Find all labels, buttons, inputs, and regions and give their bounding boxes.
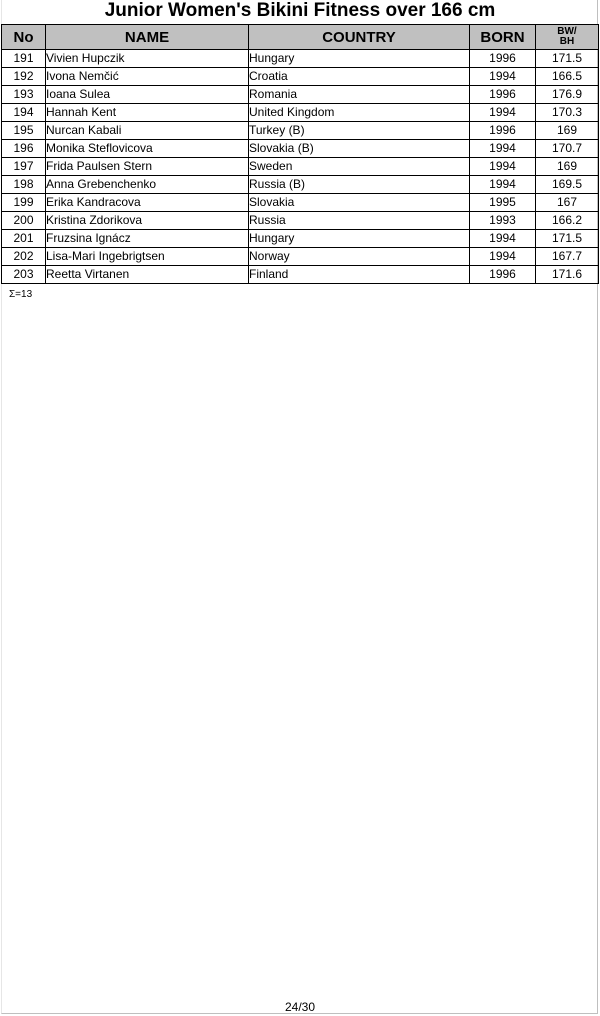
- cell-country: Romania: [249, 86, 470, 104]
- cell-name: Nurcan Kabali: [46, 122, 249, 140]
- cell-name: Lisa-Mari Ingebrigtsen: [46, 248, 249, 266]
- column-header-name: NAME: [46, 25, 249, 50]
- table-row: [2, 50, 599, 68]
- table-row: [2, 140, 599, 158]
- cell-born: 1996: [470, 50, 536, 68]
- cell-country: Slovakia: [249, 194, 470, 212]
- column-header-bw-line1: BW/: [557, 26, 577, 37]
- cell-country: Sweden: [249, 158, 470, 176]
- table-row: [2, 158, 599, 176]
- cell-name: Erika Kandracova: [46, 194, 249, 212]
- cell-born: 1995: [470, 194, 536, 212]
- cell-born: 1994: [470, 176, 536, 194]
- cell-name: Vivien Hupczik: [46, 50, 249, 68]
- cell-name: Ioana Sulea: [46, 86, 249, 104]
- cell-bw-bh: 170.3: [536, 104, 599, 122]
- column-header-country: COUNTRY: [249, 25, 470, 50]
- table-row: [2, 122, 599, 140]
- cell-born: 1994: [470, 230, 536, 248]
- cell-no: 197: [2, 158, 46, 176]
- cell-country: Hungary: [249, 50, 470, 68]
- cell-born: 1993: [470, 212, 536, 230]
- cell-born: 1994: [470, 104, 536, 122]
- cell-name: Frida Paulsen Stern: [46, 158, 249, 176]
- cell-no: 196: [2, 140, 46, 158]
- page-title: Junior Women's Bikini Fitness over 166 cm: [104, 0, 496, 21]
- page-number: 24/30: [284, 1000, 316, 1014]
- cell-born: 1996: [470, 122, 536, 140]
- column-header-no: No: [2, 25, 46, 50]
- table-row: [2, 230, 599, 248]
- cell-no: 199: [2, 194, 46, 212]
- cell-country: Finland: [249, 266, 470, 284]
- cell-born: 1994: [470, 140, 536, 158]
- cell-bw-bh: 166.5: [536, 68, 599, 86]
- cell-country: Slovakia (B): [249, 140, 470, 158]
- cell-name: Fruzsina Ignácz: [46, 230, 249, 248]
- cell-born: 1996: [470, 266, 536, 284]
- cell-no: 194: [2, 104, 46, 122]
- table-row: [2, 212, 599, 230]
- cell-bw-bh: 169: [536, 158, 599, 176]
- column-header-born: BORN: [470, 25, 536, 50]
- cell-bw-bh: 166.2: [536, 212, 599, 230]
- cell-no: 198: [2, 176, 46, 194]
- cell-bw-bh: 169.5: [536, 176, 599, 194]
- cell-country: Turkey (B): [249, 122, 470, 140]
- table-row: [2, 176, 599, 194]
- cell-name: Anna Grebenchenko: [46, 176, 249, 194]
- cell-born: 1994: [470, 248, 536, 266]
- cell-name: Monika Steflovicova: [46, 140, 249, 158]
- table-row: [2, 104, 599, 122]
- cell-bw-bh: 171.5: [536, 50, 599, 68]
- column-header-bw-line2: BH: [559, 36, 575, 47]
- table-row: [2, 68, 599, 86]
- table-row: [2, 194, 599, 212]
- cell-born: 1994: [470, 68, 536, 86]
- cell-name: Ivona Nemčić: [46, 68, 249, 86]
- cell-no: 195: [2, 122, 46, 140]
- participant-count: Σ=13: [9, 289, 33, 300]
- cell-no: 200: [2, 212, 46, 230]
- cell-born: 1994: [470, 158, 536, 176]
- cell-name: Hannah Kent: [46, 104, 249, 122]
- cell-country: Hungary: [249, 230, 470, 248]
- cell-bw-bh: 169: [536, 122, 599, 140]
- cell-no: 191: [2, 50, 46, 68]
- cell-name: Kristina Zdorikova: [46, 212, 249, 230]
- table-header-row: [2, 25, 599, 50]
- cell-country: Croatia: [249, 68, 470, 86]
- cell-born: 1996: [470, 86, 536, 104]
- column-header-bw-bh: [536, 25, 599, 50]
- table-row: [2, 248, 599, 266]
- cell-no: 193: [2, 86, 46, 104]
- cell-country: Russia (B): [249, 176, 470, 194]
- cell-no: 201: [2, 230, 46, 248]
- cell-no: 202: [2, 248, 46, 266]
- cell-country: Norway: [249, 248, 470, 266]
- cell-bw-bh: 171.6: [536, 266, 599, 284]
- cell-bw-bh: 167.7: [536, 248, 599, 266]
- cell-bw-bh: 176.9: [536, 86, 599, 104]
- cell-no: 192: [2, 68, 46, 86]
- table-row: [2, 266, 599, 284]
- cell-bw-bh: 171.5: [536, 230, 599, 248]
- cell-country: United Kingdom: [249, 104, 470, 122]
- results-table: [1, 24, 599, 284]
- cell-bw-bh: 170.7: [536, 140, 599, 158]
- cell-country: Russia: [249, 212, 470, 230]
- cell-name: Reetta Virtanen: [46, 266, 249, 284]
- cell-no: 203: [2, 266, 46, 284]
- table-row: [2, 86, 599, 104]
- cell-bw-bh: 167: [536, 194, 599, 212]
